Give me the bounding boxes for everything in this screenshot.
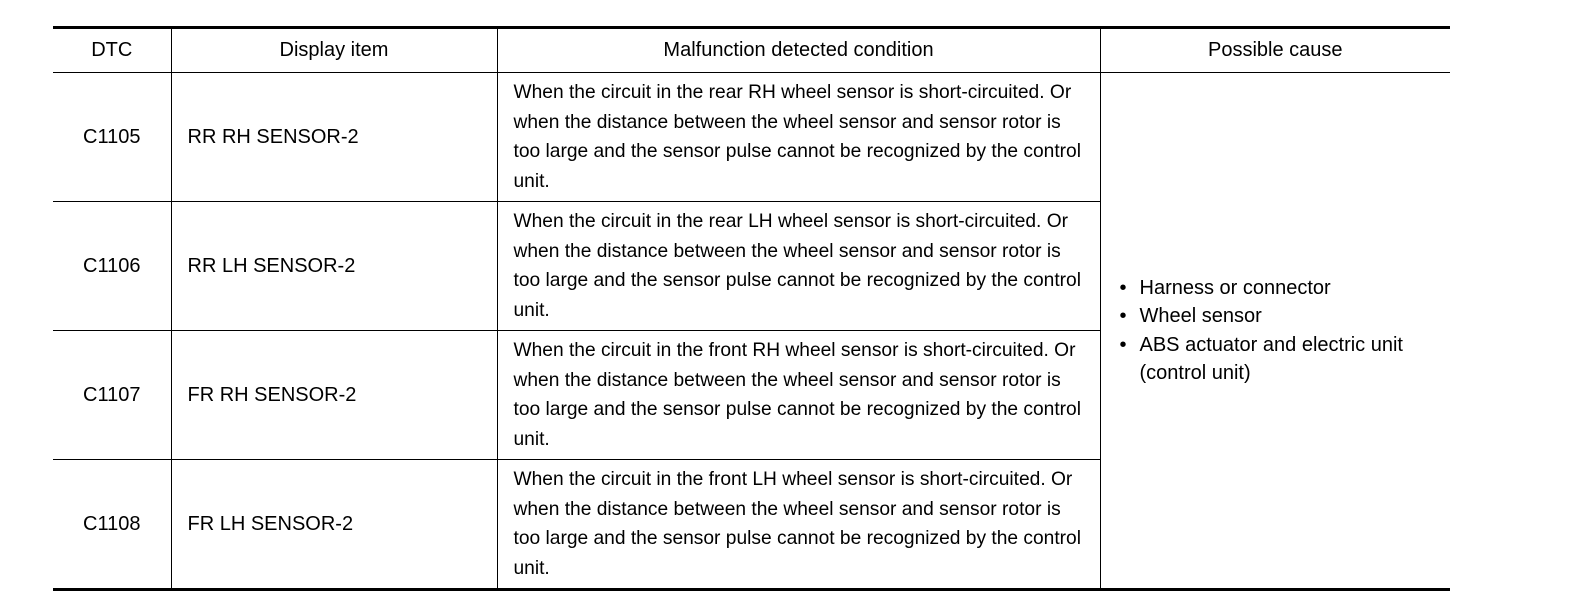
- malfunction-condition: [497, 73, 1100, 202]
- dtc-code: C1105: [53, 73, 171, 202]
- dtc-code: C1107: [53, 331, 171, 460]
- possible-cause-text: Harness or connector: [1139, 276, 1331, 299]
- condition-text-1: When the circuit in the rear RH wheel sensor is short-circuited. Or when the distance between the wheel sensor and sensor rotor is too large and the sensor pulse cannot be recognized by the control unit.: [513, 82, 1081, 192]
- header-dtc: DTC: [53, 28, 171, 73]
- header-malfunction-condition: Malfunction detected condition: [497, 28, 1100, 73]
- dtc-table: [53, 26, 1450, 591]
- possible-cause-item: [1117, 302, 1445, 331]
- possible-cause-item: [1117, 274, 1445, 303]
- possible-cause-cell: [1100, 73, 1450, 590]
- condition-text-3: When the circuit in the front RH wheel sensor is short-circuited. Or when the distance between the wheel sensor and sensor rotor is too large and the sensor pulse cannot be recognized by the control unit.: [513, 340, 1081, 450]
- bullet-icon: •: [1119, 305, 1127, 327]
- condition-text-4: When the circuit in the front LH wheel sensor is short-circuited. Or when the distance between the wheel sensor and sensor rotor is too large and the sensor pulse cannot be recognized by the control unit.: [513, 469, 1081, 579]
- condition-text-2: When the circuit in the rear LH wheel sensor is short-circuited. Or when the distance between the wheel sensor and sensor rotor is too large and the sensor pulse cannot be recognized by the control unit.: [513, 211, 1081, 321]
- header-possible-cause: Possible cause: [1100, 28, 1450, 73]
- malfunction-condition: [497, 460, 1100, 590]
- possible-cause-list: [1117, 274, 1445, 388]
- malfunction-condition: [497, 202, 1100, 331]
- bullet-icon: •: [1119, 276, 1127, 299]
- header-display-item: Display item: [171, 28, 497, 73]
- dtc-code: C1106: [53, 202, 171, 331]
- dtc-code: C1108: [53, 460, 171, 590]
- display-item: RR LH SENSOR-2: [171, 202, 497, 331]
- possible-cause-item: [1117, 331, 1445, 388]
- display-item: RR RH SENSOR-2: [171, 73, 497, 202]
- table-header-row: [53, 28, 1450, 73]
- display-item: FR LH SENSOR-2: [171, 460, 497, 590]
- display-item: FR RH SENSOR-2: [171, 331, 497, 460]
- table-row: [53, 73, 1450, 202]
- malfunction-condition: [497, 331, 1100, 460]
- possible-cause-text: Wheel sensor: [1139, 305, 1262, 327]
- bullet-icon: •: [1119, 333, 1127, 356]
- possible-cause-text: ABS actuator and electric unit (control unit): [1139, 333, 1403, 384]
